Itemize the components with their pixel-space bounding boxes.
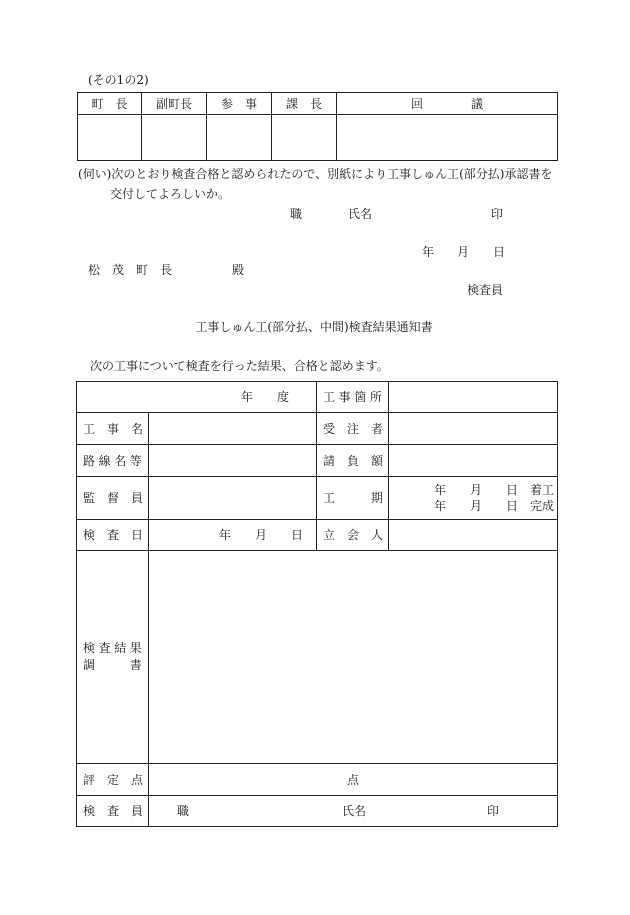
addressee-name: 松 茂 町 長 bbox=[88, 263, 173, 277]
fiscal-year-cell: 年 度 bbox=[77, 382, 317, 413]
request-position-label: 職 bbox=[290, 207, 303, 221]
approval-header-circulation: 回 議 bbox=[337, 93, 558, 115]
witness-label: 立 会 人 bbox=[317, 520, 389, 551]
table-row-supervisor bbox=[77, 477, 558, 520]
table-row-inspection-date bbox=[77, 520, 558, 551]
inspector-name-label: 氏名 bbox=[342, 804, 367, 818]
intro-text: 次の工事について検査を行った結果、合格と認めます。 bbox=[90, 359, 389, 373]
inspection-date-value: 年 月 日 bbox=[149, 520, 317, 551]
approval-stamp-cell-deputy-mayor bbox=[142, 115, 207, 161]
approval-stamp-cell-mayor bbox=[78, 115, 142, 161]
supervisor-value bbox=[149, 477, 317, 520]
date-day-label: 日 bbox=[493, 245, 506, 259]
table-row-work-name bbox=[77, 413, 558, 445]
document-title: 工事しゅん工(部分払、中間)検査結果通知書 bbox=[195, 320, 433, 334]
construction-period-value bbox=[389, 477, 558, 520]
result-report-label bbox=[77, 551, 149, 764]
contract-amount-value bbox=[389, 445, 558, 477]
work-site-value bbox=[389, 382, 558, 413]
approval-header-row bbox=[78, 93, 558, 115]
request-text-line1: (伺い)次のとおり検査合格と認められたので、別紙により工事しゅん工(部分払)承認書を bbox=[78, 167, 553, 181]
request-name-label: 氏名 bbox=[348, 207, 373, 221]
work-site-label: 工事箇所 bbox=[317, 382, 389, 413]
result-report-label-line1: 検査結果 bbox=[83, 641, 146, 655]
approval-header-deputy-mayor: 副町長 bbox=[142, 93, 207, 115]
table-row-fiscal-year bbox=[77, 382, 558, 413]
approval-stamp-cell-counselor bbox=[207, 115, 272, 161]
table-row-inspector bbox=[77, 796, 558, 827]
inspector-seal-label: 印 bbox=[487, 804, 500, 818]
work-name-label: 工 事 名 bbox=[77, 413, 149, 445]
route-name-value bbox=[149, 445, 317, 477]
approval-header-section-chief: 課 長 bbox=[272, 93, 337, 115]
approval-header-mayor: 町 長 bbox=[78, 93, 142, 115]
approval-stamp-table bbox=[77, 92, 558, 161]
table-row-route bbox=[77, 445, 558, 477]
contractor-value bbox=[389, 413, 558, 445]
period-start-line: 年 月 日 着工 bbox=[434, 483, 555, 497]
witness-value bbox=[389, 520, 558, 551]
period-end-line: 年 月 日 完成 bbox=[434, 499, 555, 513]
route-name-label: 路線名等 bbox=[77, 445, 149, 477]
approval-stamp-row bbox=[78, 115, 558, 161]
approval-stamp-cell-section-chief bbox=[272, 115, 337, 161]
request-seal-label: 印 bbox=[491, 207, 504, 221]
table-row-result-report bbox=[77, 551, 558, 764]
construction-period-label: 工 期 bbox=[317, 477, 389, 520]
inspection-result-table bbox=[76, 381, 558, 827]
score-label: 評 定 点 bbox=[77, 764, 149, 796]
inspection-date-label: 検 査 日 bbox=[77, 520, 149, 551]
table-row-score bbox=[77, 764, 558, 796]
result-report-label-line2: 調 書 bbox=[83, 658, 146, 672]
result-report-value bbox=[149, 551, 558, 764]
date-year-label: 年 bbox=[422, 245, 435, 259]
approval-stamp-cell-circulation bbox=[337, 115, 558, 161]
addressee-honorific: 殿 bbox=[232, 263, 245, 277]
score-unit: 点 bbox=[149, 764, 558, 796]
supervisor-label: 監 督 員 bbox=[77, 477, 149, 520]
contractor-label: 受 注 者 bbox=[317, 413, 389, 445]
contract-amount-label: 請 負 額 bbox=[317, 445, 389, 477]
inspector-position-label: 職 bbox=[177, 804, 190, 818]
page-number-label: (その1の2) bbox=[88, 73, 149, 87]
approval-header-counselor: 参 事 bbox=[207, 93, 272, 115]
inspector-row-label: 検 査 員 bbox=[77, 796, 149, 827]
request-text-line2: 交付してよろしいか。 bbox=[110, 187, 231, 201]
inspector-signature-label: 検査員 bbox=[467, 283, 504, 297]
inspector-row-value bbox=[149, 796, 558, 827]
work-name-value bbox=[149, 413, 317, 445]
date-month-label: 月 bbox=[457, 245, 470, 259]
